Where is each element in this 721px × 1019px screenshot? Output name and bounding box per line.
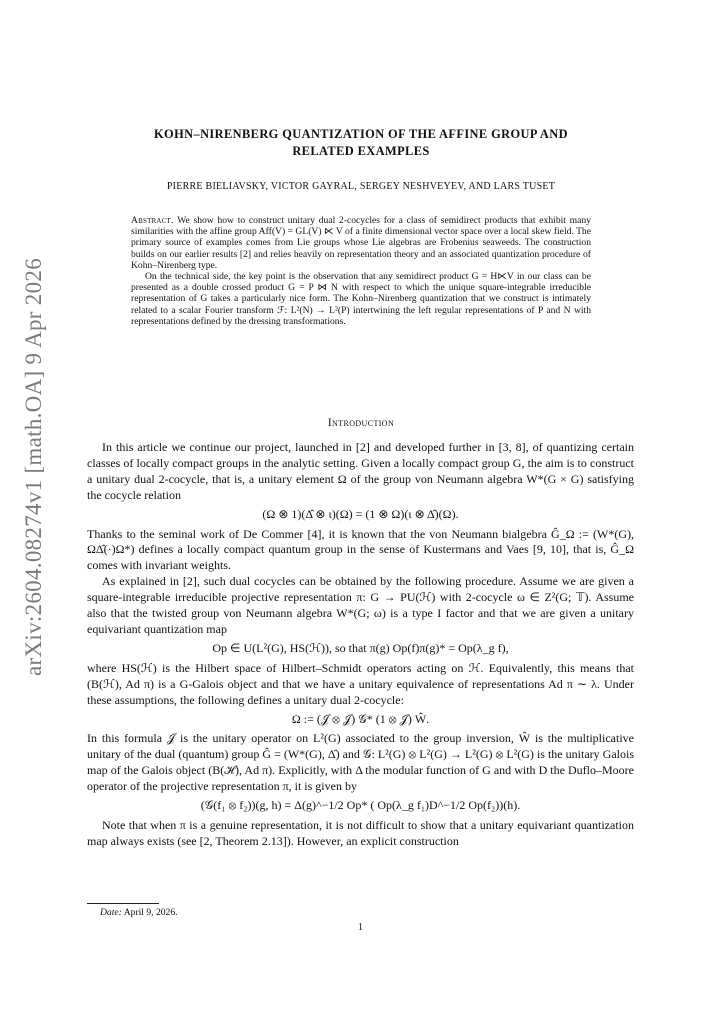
footnote-value: April 9, 2026. (123, 907, 178, 918)
title-line-2: RELATED EXAMPLES (292, 144, 430, 158)
abstract-text-1: We show how to construct unitary dual 2-cocycles for a class of semidirect products that exhibit many similarities with the affine group Aff(V) = GL(V) ⋉ V of a finite dimensional vector space over a local skew field. The primary source of examples comes from Lie groups whose Lie algebras are Frobenius seaweeds. The construction builds on our earlier results [2] and relies heavily on representation theory and an associated quantization procedure of Kohn–Nirenberg type. (131, 215, 591, 271)
section-heading: Introduction (327, 417, 395, 429)
abstract (131, 215, 591, 327)
equation: (Ω ⊗ 1)(Δ̂ ⊗ ι)(Ω) = (1 ⊗ Ω)(ι ⊗ Δ̂)(Ω). (262, 506, 459, 521)
footnote (100, 907, 178, 918)
abstract-label: Abstract. (131, 215, 174, 226)
page-number: 1 (358, 922, 363, 933)
title-line-1: KOHN–NIRENBERG QUANTIZATION OF THE AFFINE GROUP AND (154, 127, 568, 141)
paragraph: In this article we continue our project, launched in [2] and developed further in [3, 8], of quantizing certain classes of locally compact groups in the analytic setting. Given a locally compact group G, the aim is to construct a unitary dual 2-cocycle, that is, a unitary element Ω of the group von Neumann algebra W*(G × G) satisfying the cocycle relation (87, 440, 634, 502)
paragraph: As explained in [2], such dual cocycles can be obtained by the following procedure. Assume we are given a square-integrable irreducible projective representation π: G → PU(ℋ) with 2-cocycle ω ∈ Z²(G; 𝕋). Assume also that the twisted group von Neumann algebra W*(G; ω) is a type I factor and that we are given a unitary equivariant quantization map (87, 574, 634, 636)
abstract-paragraph-1 (131, 215, 591, 271)
arxiv-stamp (19, 258, 49, 676)
paragraph: where HS(ℋ) is the Hilbert space of Hilbert–Schmidt operators acting on ℋ. Equivalently, this means that (B(ℋ), Ad π) is a G-Galois object and that we have a unitary equivalence of representations Ad π ∼ λ. Under these assumptions, the following defines a unitary dual 2-cocycle: (87, 660, 634, 707)
arxiv-stamp-text: arXiv:2604.08274v1 [math.OA] 9 Apr 2026 (21, 258, 47, 676)
author-list: PIERRE BIELIAVSKY, VICTOR GAYRAL, SERGEY NESHVEYEV, AND LARS TUSET (166, 181, 556, 192)
paragraph: Thanks to the seminal work of De Commer [4], it is known that the von Neumann bialgebra Ĝ_Ω := (W*(G), ΩΔ̂(·)Ω*) defines a locally compact quantum group in the sense of Kustermans and Vaes [9, 10], that is, Ĝ_Ω comes with invariant weights. (87, 526, 634, 573)
body-text (87, 440, 634, 850)
paragraph: In this formula 𝒥 is the unitary operator on L²(G) associated to the group inversion, Ŵ is the multiplicative unitary of the dual (quantum) group Ĝ = (W*(G), Δ̂) and 𝒢: L²(G) ⊗ L²(G) → L²(G) ⊗ L²(G) is the unitary Galois map of the Galois object (B(ℋ), Ad π). Explicitly, with Δ the modular function of G and with D the Duflo–Moore operator of the projective representation π, it is given by (87, 731, 634, 794)
paper-title (86, 126, 636, 160)
abstract-paragraph-2: On the technical side, the key point is the observation that any semidirect product G = H⋉V in our class can be presented as a double crossed product G = P ⋈ N with respect to which the unique square-integrable irreducible representation of G takes a particularly nice form. The Kohn–Nirenberg quantization that we construct is intimately related to a scalar Fourier transform ℱ: L²(N) → L²(P) intertwining the left regular representations of P and N with representations defined by the dressing transformations. (131, 271, 591, 327)
equation: Ω := (𝒥 ⊗ 𝒥) 𝒢* (1 ⊗ 𝒥) Ŵ. (291, 711, 430, 726)
footnote-rule (87, 903, 159, 904)
paragraph: Note that when π is a genuine representation, it is not difficult to show that a unitary equivariant quantization map always exists (see [2, Theorem 2.13]). However, an explicit construction (87, 817, 634, 848)
equation: Op ∈ U(L²(G), HS(ℋ)), so that π(g) Op(f)π(g)* = Op(λ_g f), (212, 640, 509, 655)
equation: (𝒢(f₁ ⊗ f₂))(g, h) = Δ(g)^−1/2 Op* ( Op(λ_g f₁)D^−1/2 Op(f₂))(h). (200, 798, 521, 813)
footnote-label: Date: (100, 907, 122, 918)
